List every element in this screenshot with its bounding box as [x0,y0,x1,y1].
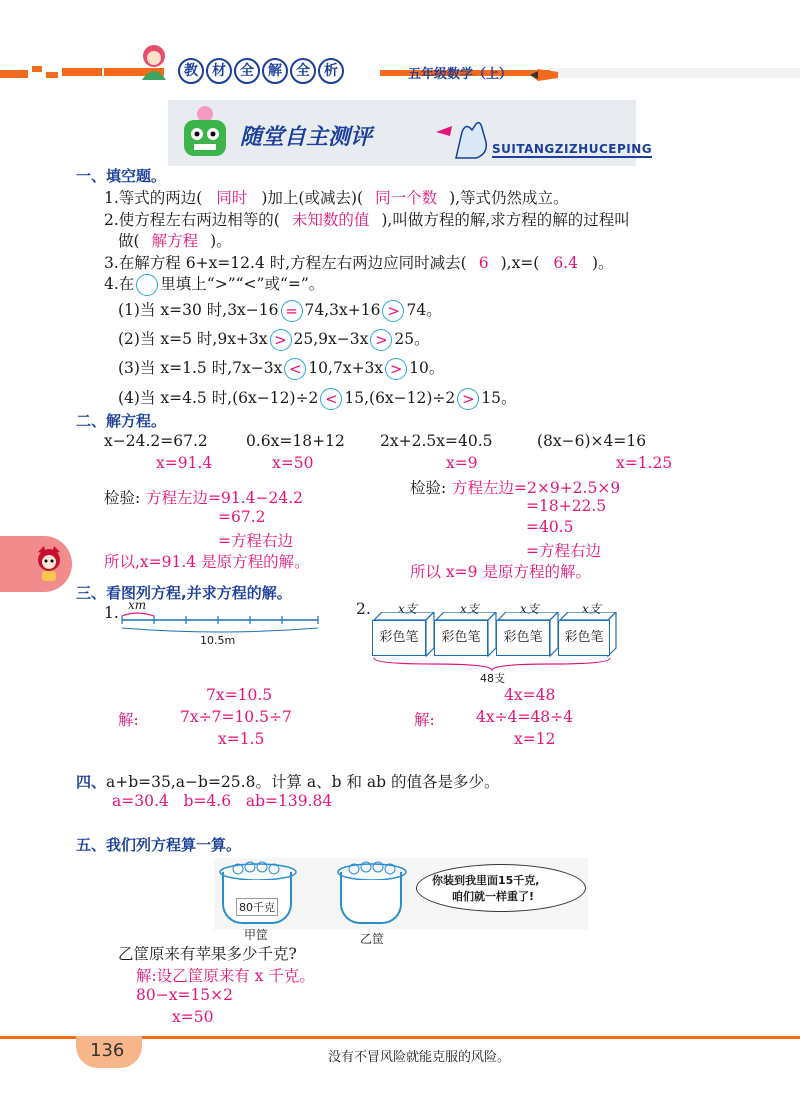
q3-fig1-bottom: 10.5m [200,634,236,647]
speech-line-2: 咱们就一样重了! [452,890,535,903]
q1-item1 [104,186,569,208]
section-pinyin: SUITANGZIZHUCEPING [492,142,653,156]
apples-jia [218,858,298,884]
answer-circle: < [284,358,306,380]
q1-item2 [104,208,630,230]
q4-heading: 四、 [76,773,107,791]
answer-circle: < [320,388,342,410]
pen-box: 彩色笔 [372,620,426,656]
text: (3)当 x=1.5 时,7x−3x [118,359,283,377]
q3-fig1-top: xm [128,598,147,612]
basket-jia-weight: 80千克 [236,898,278,916]
q3-sol1-a: 7x=10.5 [206,686,273,704]
q4-line [76,770,500,792]
q2-check2-line4: =方程右边 [526,542,601,560]
q2-eq1: x−24.2=67.2 [104,432,208,450]
q3-sol2-b: 4x÷4=48÷4 [476,708,574,726]
q3-sol1-c: x=1.5 [218,730,265,748]
text: ),等式仍然成立。 [449,189,569,207]
text: )。 [592,254,614,272]
text: 74,3x+16 [304,301,381,319]
header-bar [0,64,800,80]
header-title [178,58,346,84]
box-top-label: x支 [582,602,601,616]
pencil-icon [530,66,558,85]
q3-sol1-b: 7x÷7=10.5÷7 [180,708,292,726]
text: 25,9x−3x [293,330,369,348]
title-char: 全 [234,58,260,84]
q2-check2-line3: =40.5 [526,518,574,536]
apples-yi [336,858,408,884]
q2-check1-line3: =方程右边 [218,532,293,550]
box-top-label: x支 [398,602,417,616]
text: 25。 [394,330,430,348]
q4-text: a+b=35,a−b=25.8。计算 a、b 和 ab 的值各是多少。 [106,773,500,791]
q2-check1-conclusion: 所以,x=91.4 是原方程的解。 [104,553,310,571]
q2-heading: 二、解方程。 [76,412,167,430]
answer: 6 [478,254,489,272]
header-decoration [0,64,800,84]
q1-heading: 一、填空题。 [76,167,167,185]
q5-question: 乙筐原来有苹果多少千克? [118,945,297,963]
text: 里填上“>”“<”或“=”。 [160,275,325,293]
text: 3.在解方程 6+x=12.4 时,方程左右两边应同时减去( [104,254,467,272]
answer: 6.4 [553,254,578,272]
q3-sol1-label: 解: [118,711,139,729]
answer-circle: > [270,329,292,351]
answer-circle: > [457,388,479,410]
text: 74。 [406,301,442,319]
section-banner-title: 随堂自主测评 [240,125,373,150]
text: (1)当 x=30 时,3x−16 [118,301,279,319]
title-char: 材 [206,58,232,84]
q2-check2-line1: 方程左边=2×9+2.5×9 [452,479,621,497]
box-top-label: x支 [520,602,539,616]
text: 15。 [481,389,517,407]
mascot-girl [132,40,176,84]
text: 做( [118,232,140,250]
q3-sol2-c: x=12 [514,730,556,748]
grade-label: 五年级数学（上） [408,67,513,82]
q5-answer-3: x=50 [172,1008,214,1026]
q3-heading: 三、看图列方程,并求方程的解。 [76,584,292,602]
q4-answer: a=30.4 b=4.6 ab=139.84 [112,792,333,810]
footer-motto: 没有不冒风险就能克服的风险。 [328,1050,511,1065]
q1-item3 [104,251,614,273]
q1-item4 [104,272,324,296]
q2-eq4: (8x−6)×4=16 [537,432,647,450]
text: 2.使方程左右两边相等的( [104,211,280,229]
q2-ans3: x=9 [446,454,478,472]
q3-line-diagram [118,610,323,636]
text: )。 [210,232,232,250]
text: (2)当 x=5 时,9x+3x [118,330,268,348]
pen-box: 彩色笔 [558,620,610,656]
q5-answer-1: 解:设乙筐原来有 x 千克。 [136,967,315,985]
cat-mascot-icon [34,546,64,586]
q2-check1-line2: =67.2 [218,508,266,526]
q2-ans2: x=50 [272,454,314,472]
title-char: 全 [290,58,316,84]
answer: 未知数的值 [291,211,370,229]
q3-fig2-bottom: 48支 [480,672,505,685]
q2-check2-line2: =18+22.5 [526,497,607,515]
answer: 解方程 [151,232,199,250]
text: )加上(或减去)( [261,189,364,207]
q1-item2-cont [118,229,232,251]
q3-n1: 1. [104,604,119,622]
text: (4)当 x=4.5 时,(6x−12)÷2 [118,389,319,407]
text: 1.等式的两边( [104,189,203,207]
title-char: 解 [262,58,288,84]
basket-jia-name: 甲筐 [244,928,269,942]
answer-circle: > [382,300,404,322]
page-number: 136 [90,1040,125,1061]
q1-part1 [118,298,442,322]
q5-heading: 五、我们列方程算一算。 [76,836,242,854]
q5-answer-2: 80−x=15×2 [136,986,234,1004]
q2-check1-line1: 方程左边=91.4−24.2 [146,489,303,507]
q1-part4 [118,386,517,410]
title-char: 教 [178,58,204,84]
text: ),叫做方程的解,求方程的解的过程叫 [381,211,630,229]
speech-line-1: 你装到我里面15千克, [432,874,540,887]
answer-circle: = [281,300,303,322]
text: 10。 [409,359,445,377]
q1-part3 [118,356,444,380]
q2-ans4: x=1.25 [616,454,673,472]
q2-eq2: 0.6x=18+12 [246,432,345,450]
q2-ans1: x=91.4 [156,454,213,472]
q2-check2-conclusion: 所以 x=9 是原方程的解。 [410,563,591,581]
title-char: 析 [318,58,344,84]
answer: 同时 [216,189,248,207]
text: 4.在 [104,275,135,293]
text: ),x=( [500,254,540,272]
q2-check1-label: 检验: [104,489,141,507]
answer-circle: > [385,358,407,380]
q2-check2-label: 检验: [410,479,447,497]
box-top-label: x支 [460,602,479,616]
pen-box: 彩色笔 [496,620,550,656]
basket-yi-name: 乙筐 [360,932,385,946]
pen-box: 彩色笔 [434,620,488,656]
q2-eq3: 2x+2.5x=40.5 [380,432,493,450]
monster-icon [176,104,234,168]
q3-n2: 2. [356,600,371,618]
q3-sol2-label: 解: [414,711,435,729]
text: 15,(6x−12)÷2 [344,389,456,407]
hand-pointer-icon [436,118,492,166]
empty-circle-icon [136,274,158,296]
q1-part2 [118,327,430,351]
q3-sol2-a: 4x=48 [504,686,556,704]
answer-circle: > [370,329,392,351]
answer: 同一个数 [375,189,438,207]
text: 10,7x+3x [308,359,384,377]
